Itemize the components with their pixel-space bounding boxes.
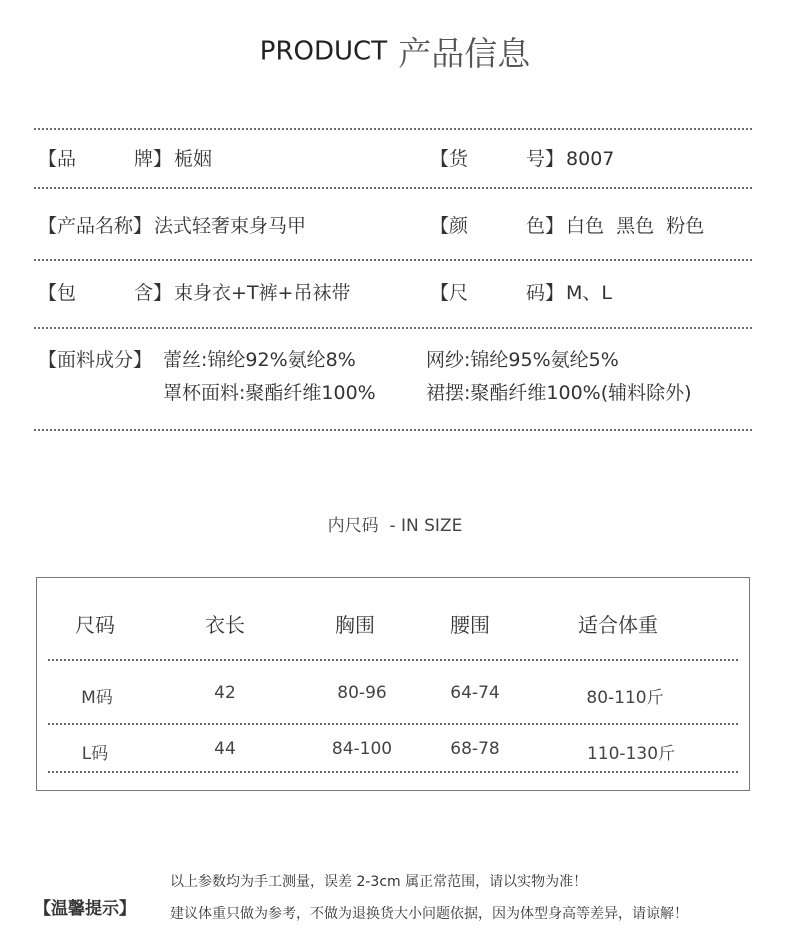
notice-line-1: 以上参数均为手工测量，误差 2-3cm 属正常范围，请以实物为准！ <box>170 874 588 890</box>
table-cell: 84-100 <box>331 739 393 759</box>
size-table-header: 腰围 <box>450 613 490 637</box>
fabric-lace: 蕾丝:锦纶92%氨纶8% <box>163 349 356 371</box>
fabric-cup: 罩杯面料:聚酯纤维100% <box>163 382 376 404</box>
title-english: PRODUCT <box>259 36 388 67</box>
size-row <box>430 281 612 305</box>
product-name-row <box>38 214 306 238</box>
table-cell: L码 <box>81 744 109 764</box>
notice-line-2: 建议体重只做为参考，不做为退换货大小问题依据，因为体型身高等差异，请谅解！ <box>170 906 688 922</box>
divider <box>34 187 752 189</box>
size-section-title: 内尺码 - IN SIZE <box>327 516 463 536</box>
table-cell: M码 <box>81 688 113 708</box>
color-row <box>430 214 704 238</box>
divider <box>34 128 752 130</box>
table-cell: 44 <box>214 739 236 759</box>
size-table-header: 尺码 <box>75 613 115 637</box>
table-divider <box>48 659 738 661</box>
size-value: M、L <box>566 282 613 304</box>
table-cell: 80-96 <box>337 683 387 703</box>
color-label: 【颜 色】 <box>430 215 565 237</box>
table-cell: 80-110斤 <box>586 688 664 708</box>
color-value: 白色 黑色 粉色 <box>566 215 705 237</box>
page-title <box>0 28 790 75</box>
fabric-mesh: 网纱:锦纶95%氨纶5% <box>426 349 619 371</box>
title-chinese: 产品信息 <box>398 34 531 73</box>
includes-value: 束身衣+T裤+吊袜带 <box>174 282 351 304</box>
table-cell: 64-74 <box>450 683 500 703</box>
divider <box>34 429 752 431</box>
product-name-value: 法式轻奢束身马甲 <box>154 215 307 237</box>
divider <box>34 327 752 329</box>
table-cell: 68-78 <box>450 739 500 759</box>
item-no-label: 【货 号】 <box>430 148 565 170</box>
size-table-header: 适合体重 <box>578 613 658 637</box>
table-divider <box>48 771 738 773</box>
table-cell: 110-130斤 <box>586 744 676 764</box>
includes-label: 【包 含】 <box>38 282 173 304</box>
brand-row <box>38 147 212 171</box>
divider <box>34 259 752 261</box>
size-label: 【尺 码】 <box>430 282 565 304</box>
includes-row <box>38 281 350 305</box>
brand-label: 【品 牌】 <box>38 148 173 170</box>
fabric-label: 【面料成分】 <box>38 349 153 371</box>
product-name-label: 【产品名称】 <box>38 215 153 237</box>
item-no-row <box>430 147 614 171</box>
notice-tag: 【温馨提示】 <box>34 899 136 919</box>
item-no-value: 8007 <box>566 148 615 170</box>
brand-value: 栀姻 <box>174 148 213 170</box>
fabric-skirt: 裙摆:聚酯纤维100%(辅料除外) <box>426 382 692 404</box>
table-divider <box>48 723 738 725</box>
size-table-header: 胸围 <box>335 613 375 637</box>
table-cell: 42 <box>214 683 236 703</box>
size-table-header: 衣长 <box>205 613 245 637</box>
